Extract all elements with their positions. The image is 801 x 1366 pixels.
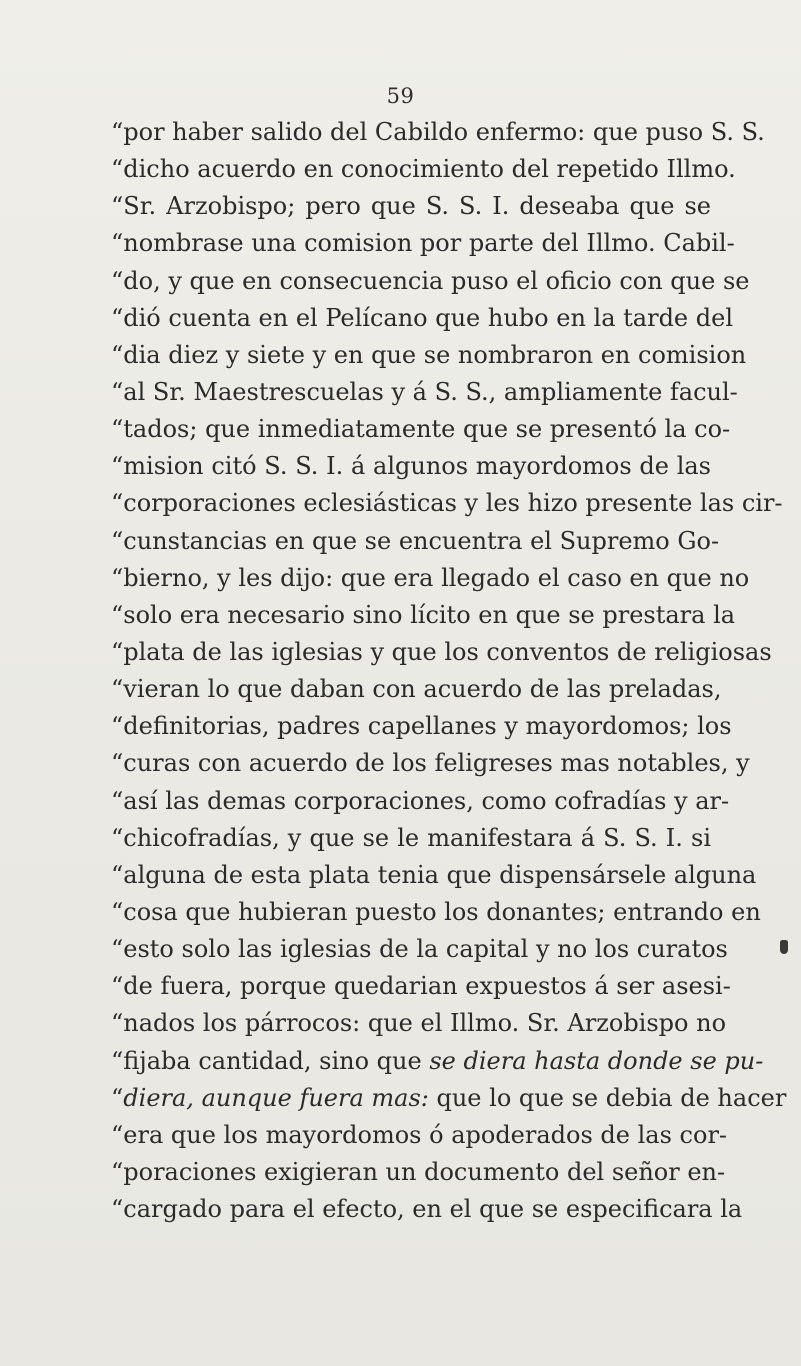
text-line-9: “tados; que inmediatamente que se presentó la co-: [111, 415, 731, 444]
text-line-5: “do, y que en consecuencia puso el oficio con que se: [111, 266, 750, 295]
text-line-15: “plata de las iglesias y que los conventos de religiosas: [111, 637, 772, 666]
text-line-19: “así las demas corporaciones, como cofradías y ar-: [111, 786, 730, 815]
text-line-11: “corporaciones eclesiásticas y les hizo presente las cir-: [111, 489, 783, 518]
text-line-28: “era que los mayordomos ó apoderados de las cor-: [111, 1120, 728, 1149]
text-line-3: “Sr. Arzobispo; pero que S. S. I. deseaba que se: [111, 192, 711, 221]
text-line-13: “bierno, y les dijo: que era llegado el caso en que no: [111, 563, 750, 592]
text-line-29: “poraciones exigieran un documento del señor en-: [111, 1157, 726, 1186]
text-line-27-roman: que lo que se debia de hacer: [428, 1083, 787, 1112]
text-line-12: “cunstancias en que se encuentra el Supremo Go-: [111, 526, 720, 555]
text-line-16: “vieran lo que daban con acuerdo de las preladas,: [111, 675, 722, 704]
text-line-27-quote: “: [111, 1083, 124, 1112]
text-line-18: “curas con acuerdo de los feligreses mas notables, y: [111, 749, 750, 778]
text-line-21: “alguna de esta plata tenia que dispensársele alguna: [111, 860, 757, 889]
text-line-8: “al Sr. Maestrescuelas y á S. S., ampliamente facul-: [111, 377, 738, 406]
text-line-23: “esto solo las iglesias de la capital y no los curatos: [111, 935, 728, 964]
text-line-6: “dió cuenta en el Pelícano que hubo en la tarde del: [111, 303, 734, 332]
text-line-14: “solo era necesario sino lícito en que se prestara la: [111, 600, 736, 629]
ink-blot-mark: [780, 940, 788, 954]
text-line-1: “por haber salido del Cabildo enfermo: que puso S. S.: [111, 118, 765, 146]
text-line-17: “definitorias, padres capellanes y mayordomos; los: [111, 712, 732, 741]
text-line-27-italic: diera, aunque fuera mas:: [123, 1083, 429, 1112]
text-line-30: “cargado para el efecto, en el que se especificara la: [111, 1195, 743, 1224]
text-line-4: “nombrase una comision por parte del Illmo. Cabil-: [111, 229, 735, 258]
page-number: 59: [386, 84, 415, 108]
text-line-25: “nados los párrocos: que el Illmo. Sr. Arzobispo no: [111, 1009, 727, 1038]
text-line-26: [111, 1043, 764, 1080]
text-line-10: “mision citó S. S. I. á algunos mayordomos de las: [111, 452, 711, 481]
body-text: [111, 114, 787, 1228]
text-line-27: [111, 1080, 787, 1117]
text-line-2: “dicho acuerdo en conocimiento del repetido Illmo.: [111, 155, 736, 184]
text-line-20: “chicofradías, y que se le manifestara á S. S. I. si: [111, 823, 711, 852]
text-line-24: “de fuera, porque quedarian expuestos á ser asesi-: [111, 972, 731, 1001]
text-line-22: “cosa que hubieran puesto los donantes; entrando en: [111, 897, 761, 926]
text-line-26-roman: “fijaba cantidad, sino que: [111, 1046, 430, 1075]
text-line-7: “dia diez y siete y en que se nombraron en comision: [111, 340, 747, 369]
text-line-26-italic: se diera hasta donde se pu-: [429, 1046, 764, 1075]
